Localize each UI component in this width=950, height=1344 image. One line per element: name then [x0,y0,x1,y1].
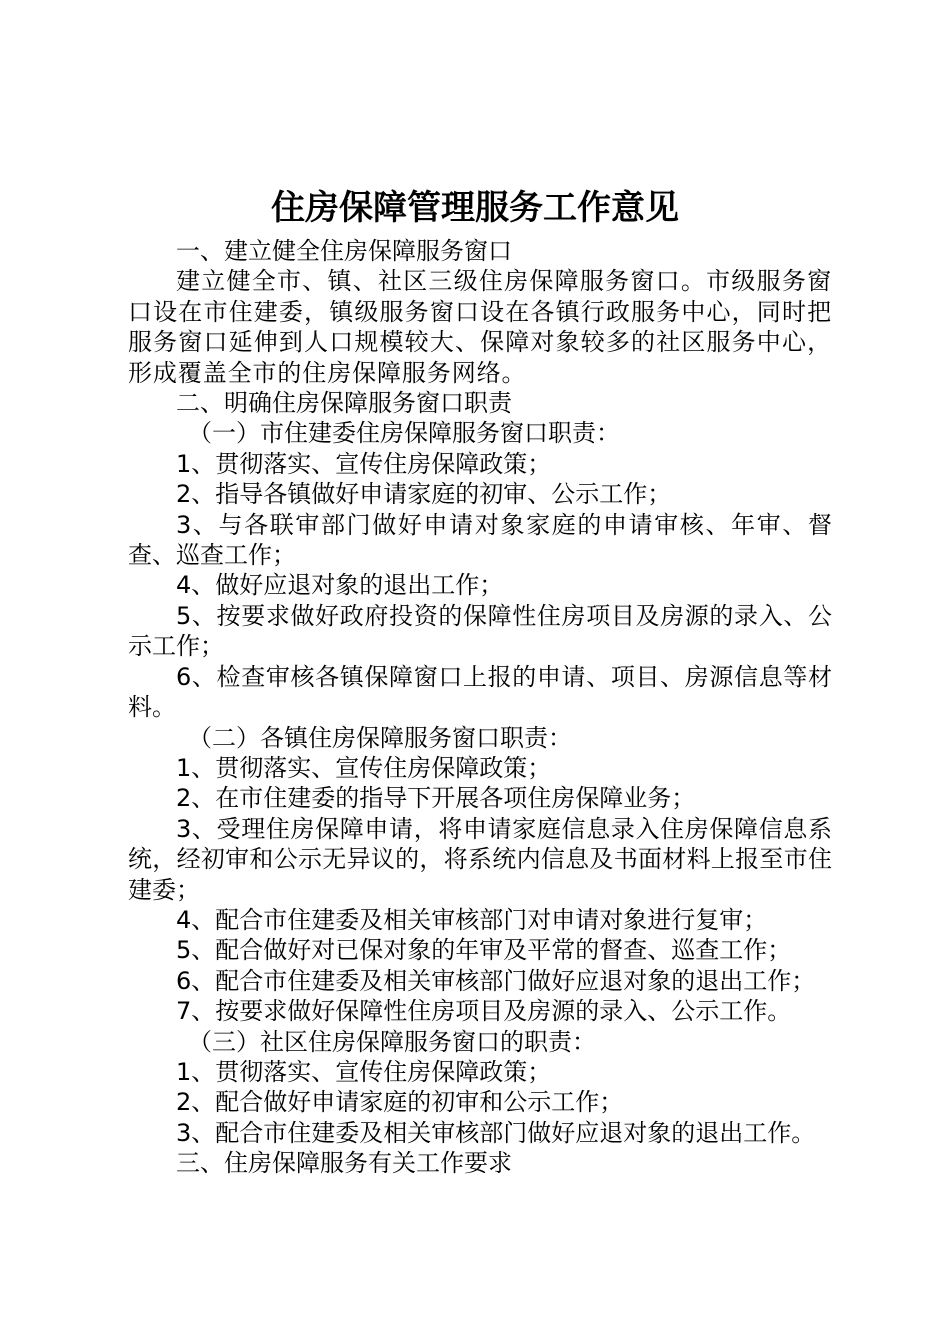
subsection-heading-3: （三）社区住房保障服务窗口的职责： [188,1027,596,1056]
list-item: 2、配合做好申请家庭的初审和公示工作； [176,1088,624,1117]
list-item: 3、受理住房保障申请，将申请家庭信息录入住房保障信息系统，经初审和公示无异议的，将系统内信息及书面材料上报至市住建委； [128,814,832,904]
list-item: 5、配合做好对已保对象的年审及平常的督查、巡查工作； [176,936,792,965]
list-item: 2、指导各镇做好申请家庭的初审、公示工作； [176,480,672,509]
list-item: 3、与各联审部门做好申请对象家庭的申请审核、年审、督查、巡查工作； [128,510,832,570]
paragraph-intro: 建立健全市、镇、社区三级住房保障服务窗口。市级服务窗口设在市住建委，镇级服务窗口设在各镇行政服务中心，同时把服务窗口延伸到人口规模较大、保障对象较多的社区服务中心，形成覆盖全市的住房保障服务网络。 [128,267,832,387]
list-item: 4、配合市住建委及相关审核部门对申请对象进行复审； [176,905,768,934]
list-item: 6、检查审核各镇保障窗口上报的申请、项目、房源信息等材料。 [128,662,832,722]
list-item: 2、在市住建委的指导下开展各项住房保障业务； [176,784,696,813]
subsection-heading-1: （一）市住建委住房保障服务窗口职责： [188,419,620,448]
list-item: 3、配合市住建委及相关审核部门做好应退对象的退出工作。 [176,1118,816,1147]
subsection-heading-2: （二）各镇住房保障服务窗口职责： [188,723,572,752]
list-item: 4、做好应退对象的退出工作； [176,571,504,600]
section-heading-1: 一、建立健全住房保障服务窗口 [176,237,512,265]
list-item: 5、按要求做好政府投资的保障性住房项目及房源的录入、公示工作； [128,601,832,661]
section-heading-2: 二、明确住房保障服务窗口职责 [176,389,512,418]
list-item: 1、贯彻落实、宣传住房保障政策； [176,1057,552,1086]
list-item: 1、贯彻落实、宣传住房保障政策； [176,449,552,478]
document-body [128,236,832,1179]
list-item: 1、贯彻落实、宣传住房保障政策； [176,753,552,782]
list-item: 6、配合市住建委及相关审核部门做好应退对象的退出工作； [176,966,816,995]
list-item: 7、按要求做好保障性住房项目及房源的录入、公示工作。 [176,997,792,1026]
document-title: 住房保障管理服务工作意见 [271,188,679,228]
section-heading-3: 三、住房保障服务有关工作要求 [176,1149,512,1178]
